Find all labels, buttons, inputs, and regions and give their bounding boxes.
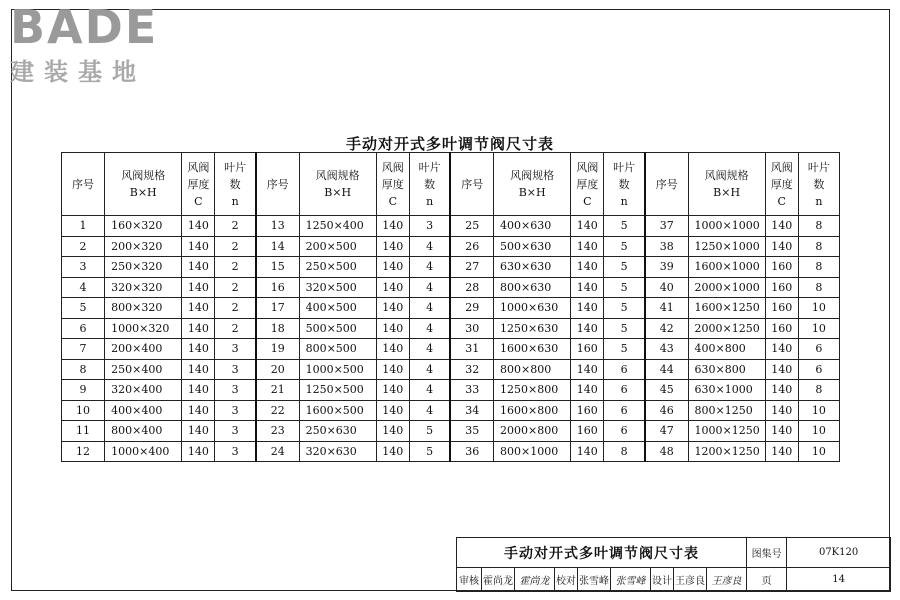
table-row — [62, 421, 840, 442]
design-label: 设计 — [651, 568, 674, 592]
cell-spec: 250×630 — [299, 421, 376, 442]
header-blades: 叶片 数 n — [798, 153, 839, 216]
cell-thickness: 140 — [182, 277, 215, 298]
header-spec: 风阀规格 B×H — [105, 153, 182, 216]
cell-index: 13 — [256, 216, 299, 237]
cell-index: 15 — [256, 257, 299, 278]
cell-spec: 630×800 — [688, 359, 765, 380]
cell-spec: 800×500 — [299, 339, 376, 360]
cell-index: 27 — [450, 257, 493, 278]
cell-index: 25 — [450, 216, 493, 237]
cell-index: 43 — [645, 339, 688, 360]
cell-blades: 3 — [215, 421, 256, 442]
cell-index: 48 — [645, 441, 688, 462]
cell-blades: 5 — [604, 318, 645, 339]
cell-index: 1 — [62, 216, 105, 237]
cell-index: 21 — [256, 380, 299, 401]
cell-spec: 1600×800 — [494, 400, 571, 421]
cell-thickness: 160 — [571, 400, 604, 421]
cell-spec: 400×630 — [494, 216, 571, 237]
cell-index: 29 — [450, 298, 493, 319]
cell-blades: 6 — [604, 421, 645, 442]
cell-blades: 4 — [409, 339, 450, 360]
header-blades: 叶片 数 n — [604, 153, 645, 216]
cell-thickness: 140 — [765, 216, 798, 237]
reviewer-signature: 霍尚龙 — [515, 568, 555, 592]
cell-index: 18 — [256, 318, 299, 339]
table-row — [62, 298, 840, 319]
cell-blades: 4 — [409, 236, 450, 257]
cell-thickness: 140 — [182, 441, 215, 462]
header-thickness: 风阀 厚度 C — [182, 153, 215, 216]
cell-index: 10 — [62, 400, 105, 421]
cell-blades: 8 — [798, 216, 839, 237]
cell-index: 3 — [62, 257, 105, 278]
table-row — [62, 400, 840, 421]
cell-thickness: 140 — [765, 421, 798, 442]
logo-brand: BADE — [10, 0, 159, 54]
cell-spec: 250×320 — [105, 257, 182, 278]
cell-index: 45 — [645, 380, 688, 401]
cell-spec: 800×630 — [494, 277, 571, 298]
check-label: 校对 — [555, 568, 578, 592]
cell-blades: 6 — [798, 339, 839, 360]
cell-thickness: 140 — [571, 236, 604, 257]
cell-thickness: 140 — [182, 400, 215, 421]
cell-blades: 3 — [215, 400, 256, 421]
atlas-label: 图集号 — [747, 538, 787, 568]
cell-thickness: 140 — [765, 236, 798, 257]
cell-thickness: 140 — [376, 277, 409, 298]
cell-spec: 1000×630 — [494, 298, 571, 319]
damper-size-table — [61, 152, 840, 462]
cell-spec: 320×630 — [299, 441, 376, 462]
cell-spec: 630×1000 — [688, 380, 765, 401]
cell-blades: 8 — [798, 277, 839, 298]
cell-index: 4 — [62, 277, 105, 298]
cell-index: 30 — [450, 318, 493, 339]
cell-spec: 2000×800 — [494, 421, 571, 442]
cell-blades: 8 — [798, 236, 839, 257]
table-row — [62, 257, 840, 278]
cell-blades: 4 — [409, 298, 450, 319]
table-row — [62, 236, 840, 257]
title-block-drawing-title: 手动对开式多叶调节阀尺寸表 — [457, 538, 747, 568]
cell-spec: 1250×630 — [494, 318, 571, 339]
cell-spec: 1000×500 — [299, 359, 376, 380]
cell-blades: 5 — [604, 339, 645, 360]
cell-spec: 1600×1250 — [688, 298, 765, 319]
cell-blades: 4 — [409, 400, 450, 421]
cell-blades: 5 — [604, 236, 645, 257]
cell-index: 33 — [450, 380, 493, 401]
cell-spec: 200×400 — [105, 339, 182, 360]
cell-spec: 500×500 — [299, 318, 376, 339]
cell-blades: 8 — [604, 441, 645, 462]
cell-blades: 3 — [215, 339, 256, 360]
cell-spec: 1600×500 — [299, 400, 376, 421]
cell-spec: 1000×1250 — [688, 421, 765, 442]
header-index: 序号 — [450, 153, 493, 216]
cell-index: 17 — [256, 298, 299, 319]
cell-index: 26 — [450, 236, 493, 257]
page-number: 14 — [787, 568, 891, 592]
cell-spec: 1000×400 — [105, 441, 182, 462]
cell-thickness: 140 — [571, 216, 604, 237]
cell-thickness: 140 — [182, 421, 215, 442]
cell-index: 46 — [645, 400, 688, 421]
cell-index: 12 — [62, 441, 105, 462]
cell-thickness: 160 — [765, 298, 798, 319]
logo-subtitle: 建装基地 — [10, 58, 146, 86]
cell-thickness: 160 — [765, 257, 798, 278]
cell-index: 28 — [450, 277, 493, 298]
cell-spec: 800×1250 — [688, 400, 765, 421]
cell-index: 34 — [450, 400, 493, 421]
cell-blades: 5 — [604, 298, 645, 319]
cell-blades: 5 — [604, 277, 645, 298]
cell-thickness: 140 — [376, 298, 409, 319]
cell-index: 22 — [256, 400, 299, 421]
table-row — [62, 380, 840, 401]
cell-index: 8 — [62, 359, 105, 380]
cell-spec: 320×320 — [105, 277, 182, 298]
cell-thickness: 140 — [182, 339, 215, 360]
cell-blades: 2 — [215, 298, 256, 319]
cell-spec: 1600×630 — [494, 339, 571, 360]
cell-spec: 200×500 — [299, 236, 376, 257]
cell-thickness: 140 — [376, 216, 409, 237]
cell-index: 11 — [62, 421, 105, 442]
cell-blades: 3 — [215, 441, 256, 462]
cell-index: 14 — [256, 236, 299, 257]
cell-blades: 5 — [604, 257, 645, 278]
cell-spec: 630×630 — [494, 257, 571, 278]
cell-spec: 160×320 — [105, 216, 182, 237]
header-blades: 叶片 数 n — [409, 153, 450, 216]
cell-thickness: 140 — [182, 216, 215, 237]
header-spec: 风阀规格 B×H — [688, 153, 765, 216]
cell-spec: 1250×500 — [299, 380, 376, 401]
cell-index: 31 — [450, 339, 493, 360]
cell-thickness: 140 — [571, 257, 604, 278]
cell-thickness: 140 — [571, 359, 604, 380]
cell-thickness: 140 — [765, 441, 798, 462]
designer-name: 王彦良 — [674, 568, 707, 592]
cell-index: 40 — [645, 277, 688, 298]
cell-blades: 6 — [604, 380, 645, 401]
cell-index: 16 — [256, 277, 299, 298]
cell-blades: 10 — [798, 421, 839, 442]
cell-spec: 800×400 — [105, 421, 182, 442]
cell-thickness: 140 — [182, 298, 215, 319]
cell-blades: 3 — [409, 216, 450, 237]
cell-blades: 10 — [798, 298, 839, 319]
header-spec: 风阀规格 B×H — [494, 153, 571, 216]
cell-blades: 4 — [409, 359, 450, 380]
cell-index: 35 — [450, 421, 493, 442]
cell-blades: 6 — [604, 400, 645, 421]
page-label: 页 — [747, 568, 787, 592]
cell-blades: 2 — [215, 277, 256, 298]
cell-thickness: 140 — [182, 380, 215, 401]
table-row — [62, 277, 840, 298]
checker-signature: 张雪峰 — [611, 568, 651, 592]
cell-thickness: 160 — [765, 277, 798, 298]
header-thickness: 风阀 厚度 C — [376, 153, 409, 216]
table-row — [62, 339, 840, 360]
header-spec: 风阀规格 B×H — [299, 153, 376, 216]
cell-spec: 1000×320 — [105, 318, 182, 339]
table-row — [62, 216, 840, 237]
cell-thickness: 140 — [765, 339, 798, 360]
header-thickness: 风阀 厚度 C — [765, 153, 798, 216]
cell-blades: 6 — [798, 359, 839, 380]
cell-thickness: 140 — [182, 257, 215, 278]
cell-thickness: 140 — [571, 441, 604, 462]
table-row — [62, 359, 840, 380]
cell-index: 42 — [645, 318, 688, 339]
cell-spec: 800×800 — [494, 359, 571, 380]
cell-index: 19 — [256, 339, 299, 360]
logo — [8, 0, 178, 88]
cell-spec: 800×320 — [105, 298, 182, 319]
cell-thickness: 160 — [571, 421, 604, 442]
cell-thickness: 160 — [765, 318, 798, 339]
cell-blades: 4 — [409, 380, 450, 401]
cell-blades: 5 — [409, 421, 450, 442]
header-blades: 叶片 数 n — [215, 153, 256, 216]
cell-blades: 4 — [409, 277, 450, 298]
cell-thickness: 140 — [571, 318, 604, 339]
table-header-row — [62, 153, 840, 216]
cell-index: 20 — [256, 359, 299, 380]
cell-blades: 6 — [604, 359, 645, 380]
cell-blades: 5 — [604, 216, 645, 237]
page-title: 手动对开式多叶调节阀尺寸表 — [345, 135, 554, 153]
cell-blades: 2 — [215, 216, 256, 237]
cell-thickness: 140 — [376, 236, 409, 257]
cell-spec: 2000×1250 — [688, 318, 765, 339]
cell-blades: 4 — [409, 318, 450, 339]
cell-index: 23 — [256, 421, 299, 442]
cell-thickness: 160 — [571, 339, 604, 360]
cell-blades: 2 — [215, 236, 256, 257]
cell-thickness: 140 — [376, 318, 409, 339]
cell-thickness: 140 — [376, 400, 409, 421]
cell-index: 44 — [645, 359, 688, 380]
cell-thickness: 140 — [376, 257, 409, 278]
cell-index: 37 — [645, 216, 688, 237]
cell-blades: 8 — [798, 257, 839, 278]
cell-thickness: 140 — [765, 400, 798, 421]
table-row — [62, 318, 840, 339]
designer-signature: 王彦良 — [707, 568, 747, 592]
cell-blades: 10 — [798, 400, 839, 421]
cell-spec: 1250×400 — [299, 216, 376, 237]
cell-index: 5 — [62, 298, 105, 319]
cell-index: 2 — [62, 236, 105, 257]
cell-blades: 2 — [215, 257, 256, 278]
cell-spec: 400×400 — [105, 400, 182, 421]
cell-thickness: 140 — [571, 277, 604, 298]
cell-index: 39 — [645, 257, 688, 278]
cell-spec: 250×400 — [105, 359, 182, 380]
cell-blades: 4 — [409, 257, 450, 278]
cell-index: 47 — [645, 421, 688, 442]
cell-thickness: 140 — [376, 339, 409, 360]
cell-index: 7 — [62, 339, 105, 360]
cell-thickness: 140 — [765, 359, 798, 380]
cell-index: 41 — [645, 298, 688, 319]
reviewer-name: 霍尚龙 — [482, 568, 515, 592]
cell-blades: 5 — [409, 441, 450, 462]
cell-blades: 8 — [798, 380, 839, 401]
header-thickness: 风阀 厚度 C — [571, 153, 604, 216]
cell-spec: 2000×1000 — [688, 277, 765, 298]
cell-blades: 2 — [215, 318, 256, 339]
cell-thickness: 140 — [376, 441, 409, 462]
cell-thickness: 140 — [182, 318, 215, 339]
cell-spec: 1000×1000 — [688, 216, 765, 237]
cell-thickness: 140 — [376, 359, 409, 380]
header-index: 序号 — [256, 153, 299, 216]
cell-thickness: 140 — [765, 380, 798, 401]
cell-spec: 320×500 — [299, 277, 376, 298]
checker-name: 张雪峰 — [578, 568, 611, 592]
cell-index: 32 — [450, 359, 493, 380]
cell-thickness: 140 — [182, 359, 215, 380]
cell-spec: 1200×1250 — [688, 441, 765, 462]
cell-spec: 800×1000 — [494, 441, 571, 462]
cell-blades: 3 — [215, 359, 256, 380]
header-index: 序号 — [62, 153, 105, 216]
atlas-number: 07K120 — [787, 538, 891, 568]
cell-blades: 3 — [215, 380, 256, 401]
cell-spec: 1250×1000 — [688, 236, 765, 257]
review-label: 审核 — [457, 568, 482, 592]
cell-index: 6 — [62, 318, 105, 339]
cell-thickness: 140 — [571, 380, 604, 401]
cell-thickness: 140 — [182, 236, 215, 257]
cell-spec: 400×500 — [299, 298, 376, 319]
cell-spec: 1600×1000 — [688, 257, 765, 278]
cell-thickness: 140 — [376, 421, 409, 442]
table-row — [62, 441, 840, 462]
cell-thickness: 140 — [376, 380, 409, 401]
cell-blades: 10 — [798, 441, 839, 462]
cell-index: 36 — [450, 441, 493, 462]
cell-index: 9 — [62, 380, 105, 401]
cell-spec: 500×630 — [494, 236, 571, 257]
cell-spec: 200×320 — [105, 236, 182, 257]
cell-blades: 10 — [798, 318, 839, 339]
header-index: 序号 — [645, 153, 688, 216]
cell-spec: 400×800 — [688, 339, 765, 360]
cell-spec: 250×500 — [299, 257, 376, 278]
cell-spec: 320×400 — [105, 380, 182, 401]
cell-thickness: 140 — [571, 298, 604, 319]
cell-spec: 1250×800 — [494, 380, 571, 401]
cell-index: 38 — [645, 236, 688, 257]
cell-index: 24 — [256, 441, 299, 462]
title-block — [456, 537, 891, 592]
